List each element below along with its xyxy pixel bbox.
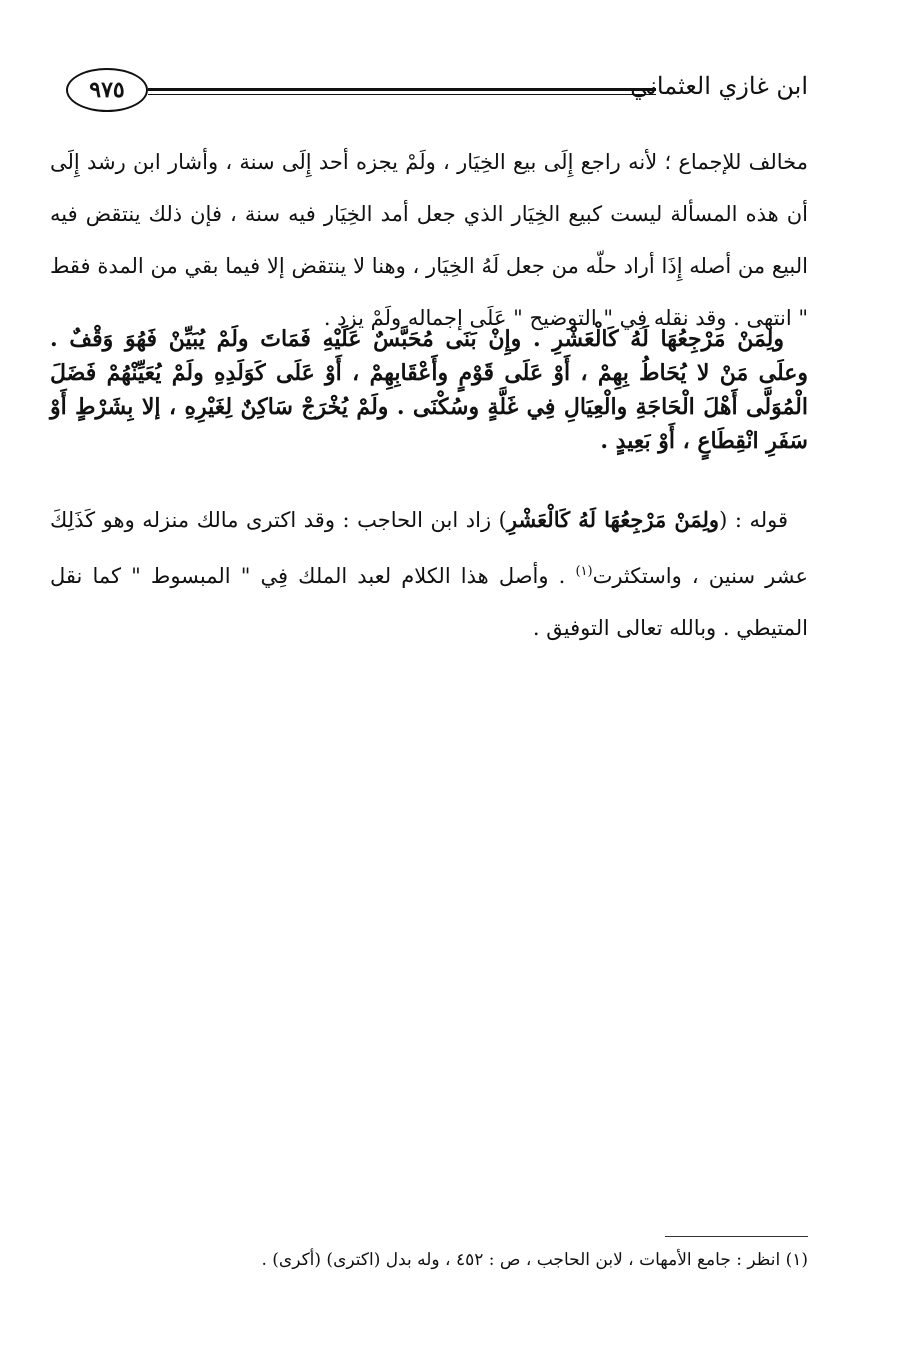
commentary-paragraph-2 — [50, 494, 808, 654]
commentary-paragraph-1 — [50, 136, 808, 344]
running-title: ابن غازي العثماني — [630, 72, 808, 100]
header-rule-thin — [148, 94, 656, 95]
footnote-reference[interactable]: (١) — [575, 564, 593, 579]
footnote-1: (١) انظر : جامع الأمهات ، لابن الحاجب ، ص : ٤٥٢ ، وله بدل (اكترى) (أكرى) . — [261, 1250, 808, 1270]
commentary-ending: . وأصل هذا الكلام لعبد الملك فِي " المبسوط " كما نقل المتيطي . وبالله تعالى التوفيق . — [50, 564, 808, 640]
commentary-continuation: ) زاد ابن الحاجب : وقد اكترى مالك منزله وهو كَذَلِكَ عشر سنين ، واستكثرت — [50, 508, 808, 588]
commentary-text-2 — [50, 494, 808, 654]
matn-text: ولِمَنْ مَرْجِعُهَا لَهُ كَالْعَشْرِ . وإِنْ بَنَى مُحَبَّسٌ عَلَيْهِ فَمَاتَ ولَمْ يُبَيِّنْ فَهُوَ وَقْفٌ . وعلَى مَنْ لا يُحَاطُ بِهِمْ ، أَوْ عَلَى قَوْمٍ وأَعْقَابِهِمْ ، أَوْ عَلَى كَوَلَدِهِ ولَمْ يُعَيِّنْهُمْ فَضَلَ الْمُوَلَّى أَهْلَ الْحَاجَةِ والْعِيَالِ فِي غَلَّةٍ وسُكْنَى . ولَمْ يُخْرَجْ سَاكِنٌ لِغَيْرِهِ ، إلا بِشَرْطٍ أَوْ سَفَرِ انْقِطَاعٍ ، أَوْ بَعِيدٍ . — [50, 326, 808, 454]
header-rule — [148, 88, 656, 91]
matn-paragraph — [50, 322, 808, 458]
commentary-text: مخالف للإجماع ؛ لأنه راجع إِلَى بيع الخِيَار ، ولَمْ يجزه أحد إِلَى سنة ، وأشار ابن رشد إِلَى أن هذه المسألة ليست كبيع الخِيَار الذي جعل أمد الخِيَار فيه سنة ، فإن ذلك ينتقض فيه البيع من أصله إِذَا أراد حلّه من جعل لَهُ الخِيَار ، وهنا لا ينتقض إلا فيما بقي من المدة فقط " انتهى . وقد نقله فِي " التوضيح " عَلَى إجماله ولَمْ يزد . — [50, 150, 808, 330]
commentary-lead: قوله : ( — [719, 508, 789, 532]
page-number: ٩٧٥ — [66, 68, 148, 112]
page-header — [66, 64, 808, 124]
footnote-separator — [665, 1236, 808, 1237]
matn-quote: ولِمَنْ مَرْجِعُهَا لَهُ كَالْعَشْرِ — [506, 507, 720, 532]
